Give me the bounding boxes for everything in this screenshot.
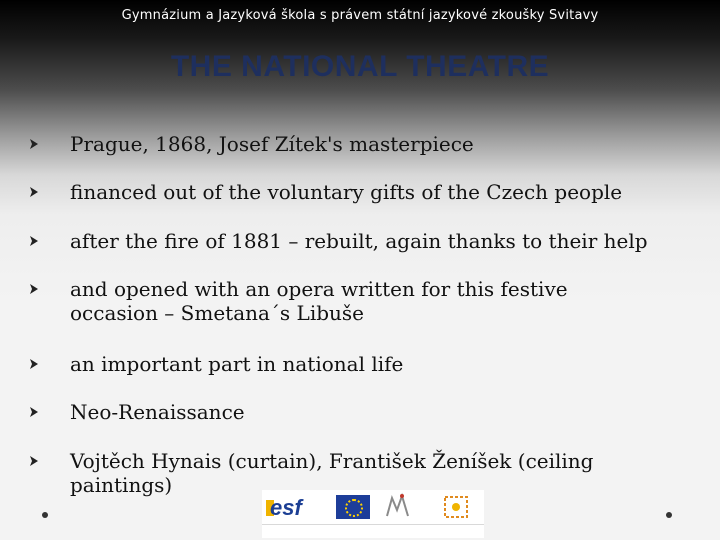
bullet-arrow-icon bbox=[28, 406, 40, 418]
bottom-right-dot bbox=[666, 512, 672, 518]
bullet-text: after the fire of 1881 – rebuilt, again thanks to their help bbox=[70, 229, 648, 253]
bullet-arrow-icon bbox=[28, 138, 40, 150]
bullet-text: Vojtěch Hynais (curtain), František Ženíšek (ceiling paintings) bbox=[70, 449, 594, 497]
bullet-text: an important part in national life bbox=[70, 352, 404, 376]
logos-caption-line bbox=[262, 524, 484, 535]
bottom-left-dot bbox=[42, 512, 48, 518]
eu-flag-logo bbox=[336, 495, 370, 519]
bullet-arrow-icon bbox=[28, 455, 40, 467]
bullet-text: financed out of the voluntary gifts of the Czech people bbox=[70, 180, 623, 204]
school-name: Gymnázium a Jazyková škola s právem státní jazykové zkoušky Svitavy bbox=[121, 8, 599, 23]
esf-logo: esf bbox=[270, 495, 302, 520]
bullet-arrow-icon bbox=[28, 186, 40, 198]
bullet-text: Neo-Renaissance bbox=[70, 400, 245, 424]
bullet-text: Prague, 1868, Josef Zítek's masterpiece bbox=[70, 132, 474, 156]
bullet-arrow-icon bbox=[28, 283, 40, 295]
op-logo bbox=[442, 494, 470, 520]
funding-logos-strip bbox=[262, 490, 484, 538]
bullet-arrow-icon bbox=[28, 235, 40, 247]
msmt-logo bbox=[384, 492, 412, 520]
bullet-text: and opened with an opera written for this festive occasion – Smetana´s Libuše bbox=[70, 277, 568, 325]
slide-title: THE NATIONAL THEATRE bbox=[170, 50, 550, 83]
bullet-arrow-icon bbox=[28, 358, 40, 370]
